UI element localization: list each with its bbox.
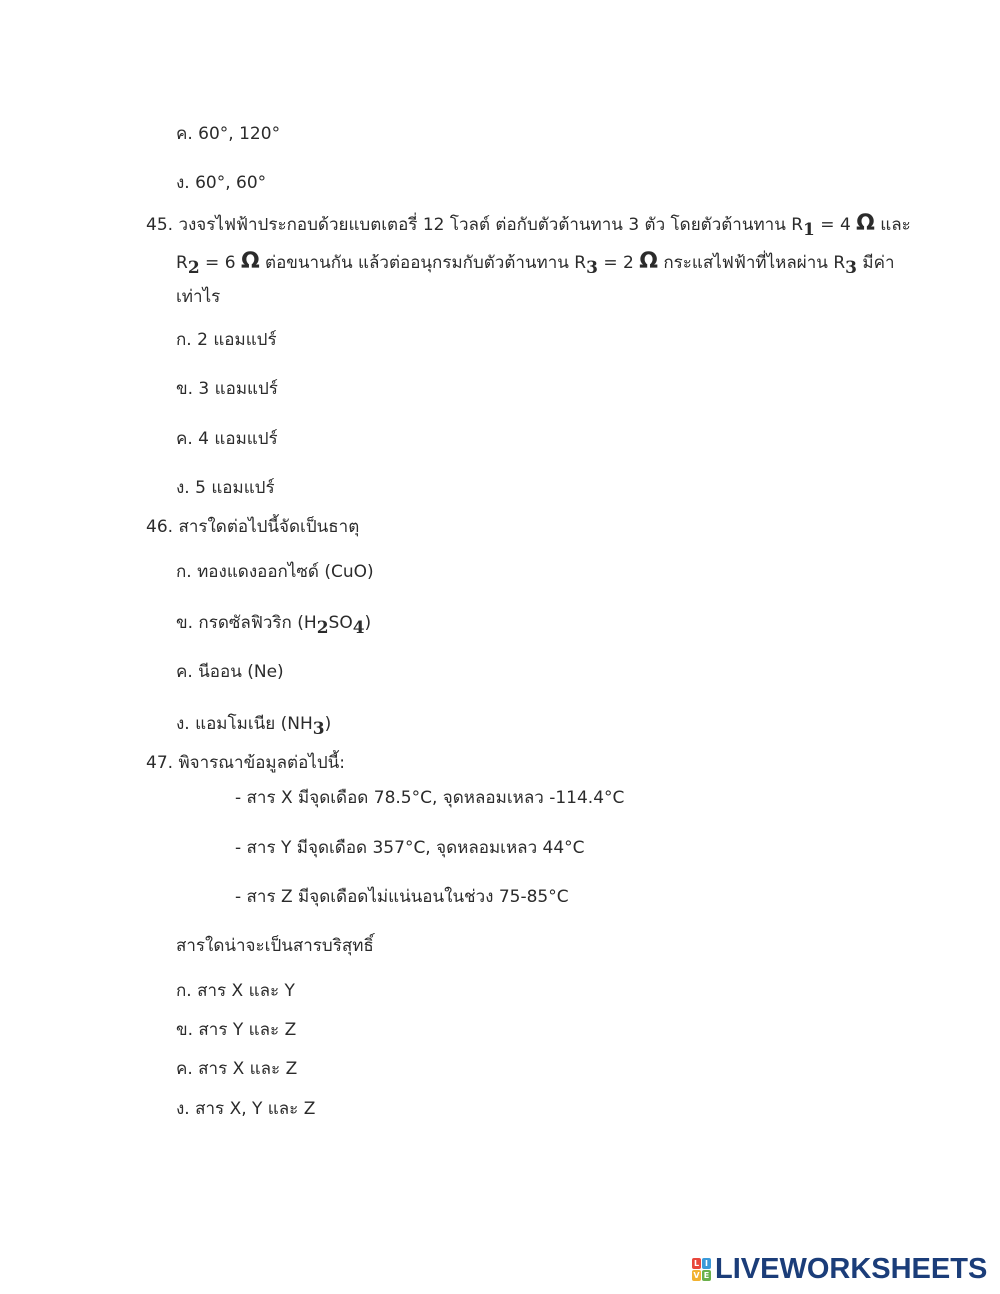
q47-item-x: - สาร X มีจุดเดือด 78.5°C, จุดหลอมเหลว -114.4°C bbox=[235, 788, 625, 808]
q46-question: 46. สารใดต่อไปนี้จัดเป็นธาตุ bbox=[146, 517, 360, 537]
q44-option-c: ค. 60°, 120° bbox=[176, 124, 281, 144]
q47-prompt: สารใดน่าจะเป็นสารบริสุทธิ์ bbox=[176, 936, 374, 956]
q45-line1-text: วงจรไฟฟ้าประกอบด้วยแบตเตอรี่ 12 โวลต์ ต่อกับตัวต้านทาน 3 ตัว โดยตัวต้านทาน R bbox=[178, 215, 804, 235]
liveworksheets-logo bbox=[692, 1254, 987, 1284]
text: กระแสไฟฟ้าที่ไหลผ่าน R bbox=[657, 253, 846, 273]
ohm-symbol: Ω bbox=[856, 211, 875, 236]
text: ง. แอมโมเนีย (NH bbox=[176, 714, 313, 734]
q45-question-line1 bbox=[146, 211, 911, 240]
text: = 2 bbox=[597, 253, 640, 273]
logo-text: LIVEWORKSHEETS bbox=[715, 1252, 988, 1285]
subscript: 3 bbox=[586, 258, 598, 278]
subscript: 2 bbox=[187, 258, 200, 278]
text: ต่อขนานกัน แล้วต่ออนุกรมกับตัวต้านทาน R bbox=[259, 253, 587, 273]
q47-option-a: ก. สาร X และ Y bbox=[176, 981, 295, 1001]
q45-option-b: ข. 3 แอมแปร์ bbox=[176, 379, 278, 399]
q46-option-a: ก. ทองแดงออกไซด์ (CuO) bbox=[176, 562, 374, 582]
ohm-symbol: Ω bbox=[639, 249, 658, 274]
logo-mark-i: I bbox=[702, 1258, 711, 1269]
text: SO bbox=[328, 613, 353, 633]
q46-option-b bbox=[176, 612, 372, 638]
q45-question-line2 bbox=[176, 249, 895, 278]
ohm-symbol: Ω bbox=[240, 249, 260, 274]
q46-option-d bbox=[176, 713, 332, 739]
q47-option-b: ข. สาร Y และ Z bbox=[176, 1020, 297, 1040]
q47-option-d: ง. สาร X, Y และ Z bbox=[176, 1099, 316, 1119]
q47-item-y: - สาร Y มีจุดเดือด 357°C, จุดหลอมเหลว 44°C bbox=[235, 838, 585, 858]
text: ข. กรดซัลฟิวริก (H bbox=[176, 613, 317, 633]
q46-option-c: ค. นีออน (Ne) bbox=[176, 662, 284, 682]
text: และ bbox=[874, 215, 911, 235]
logo-mark-e: E bbox=[703, 1270, 710, 1280]
q45-option-d: ง. 5 แอมแปร์ bbox=[176, 478, 275, 498]
subscript: 3 bbox=[845, 258, 857, 278]
subscript: 2 bbox=[316, 618, 329, 638]
text: ) bbox=[364, 613, 372, 633]
text: R bbox=[176, 253, 188, 273]
subscript: 4 bbox=[352, 618, 365, 638]
q45-number: 45. bbox=[146, 215, 174, 235]
q47-option-c: ค. สาร X และ Z bbox=[176, 1059, 298, 1079]
subscript: 1 bbox=[803, 220, 815, 240]
q45-option-a: ก. 2 แอมแปร์ bbox=[176, 330, 277, 350]
logo-mark-l: L bbox=[693, 1258, 700, 1268]
q45-question-line3: เท่าไร bbox=[176, 287, 221, 307]
text: = 4 bbox=[814, 215, 857, 235]
q44-option-d: ง. 60°, 60° bbox=[176, 173, 267, 193]
logo-mark-icon bbox=[692, 1258, 711, 1281]
subscript: 3 bbox=[312, 719, 325, 739]
q47-question: 47. พิจารณาข้อมูลต่อไปนี้: bbox=[146, 753, 345, 773]
q45-option-c: ค. 4 แอมแปร์ bbox=[176, 429, 278, 449]
logo-mark-v: V bbox=[693, 1270, 700, 1280]
text: มีค่า bbox=[856, 253, 895, 273]
text: = 6 bbox=[199, 253, 241, 273]
q47-item-z: - สาร Z มีจุดเดือดไม่แน่นอนในช่วง 75-85°C bbox=[235, 887, 569, 907]
text: ) bbox=[324, 714, 332, 734]
